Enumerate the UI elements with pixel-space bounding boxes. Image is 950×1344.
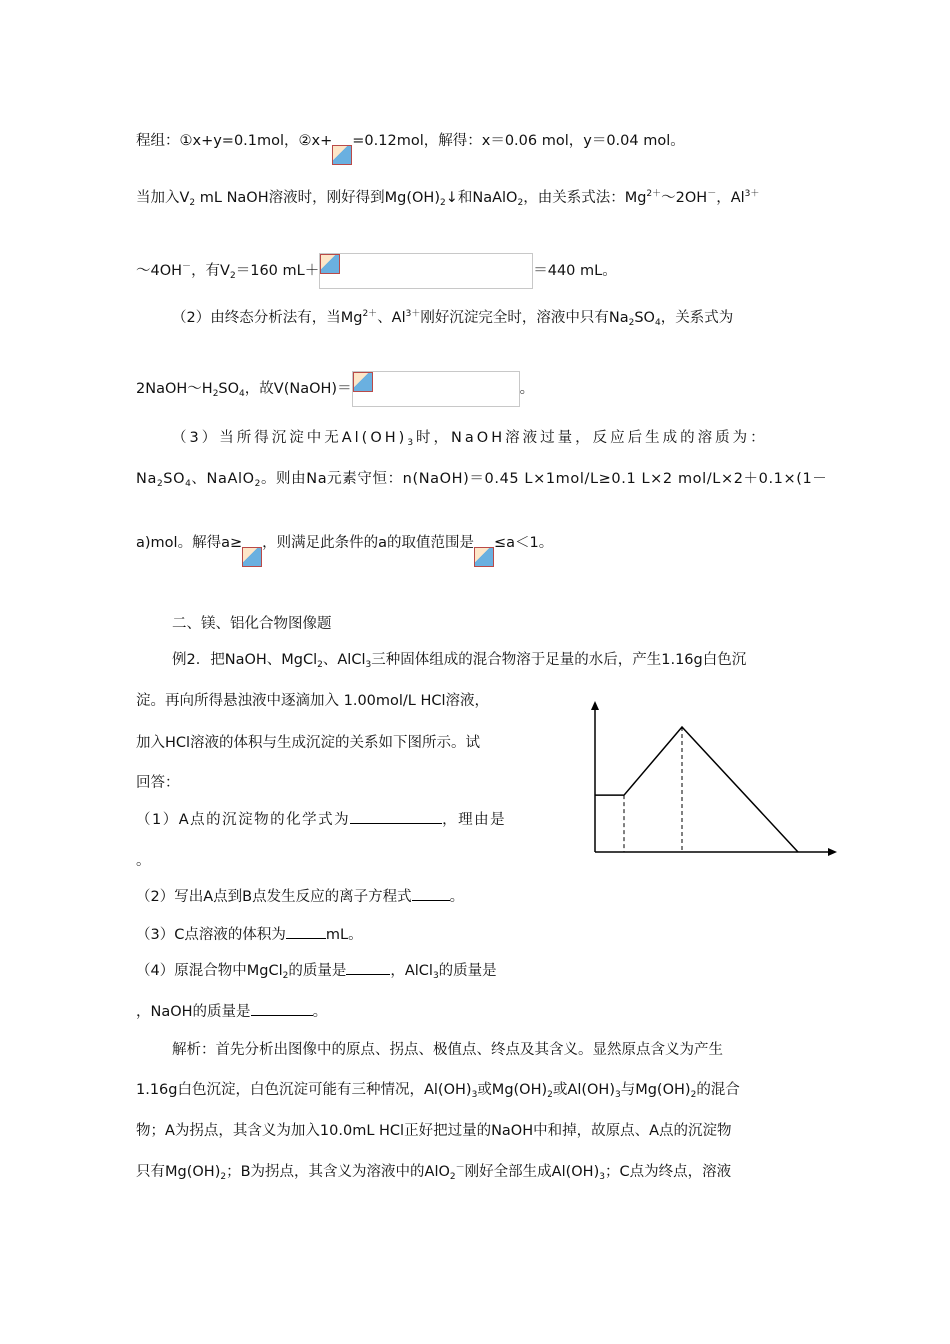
y-axis-arrow <box>591 701 599 710</box>
analysis-line-4: 只有$Mg(OH)_2$；B为拐点，其含义为溶液中的AlO$_2$－刚好全部生成$Al(OH)_3$；C点为终点，溶液 <box>136 1163 732 1182</box>
formula-image <box>319 253 533 289</box>
answer-blank[interactable] <box>251 1001 313 1016</box>
formula-image <box>474 547 494 581</box>
formula-image <box>332 145 352 179</box>
para-1: 程组：①x+y=0.1mol，②x+ =0.12mol，解得：x＝0.06 mol，y＝0.04 mol。 <box>136 131 685 179</box>
analysis-line-3: 物；A为拐点，其含义为加入10.0mL HCl正好把过量的NaOH中和掉，故原点、A点的沉淀物 <box>136 1123 732 1139</box>
para-6: （3）当所得沉淀中无$Al(OH)_3$时，NaOH溶液过量，反应后生成的溶质为： <box>172 430 768 448</box>
answer-blank[interactable] <box>286 924 326 939</box>
question-4-cont: ，NaOH的质量是 。 <box>136 1001 327 1022</box>
question-3: （3）C点溶液的体积为 mL。 <box>136 924 363 945</box>
analysis-line-1: 解析：首先分析出图像中的原点、拐点、极值点、终点及其含义。显然原点含义为产生 <box>172 1042 723 1058</box>
para-3: ～4OH－，有$V_2=160$ mL＋ ＝440 mL。 <box>136 253 617 289</box>
example-line-2: 淀。再向所得悬浊液中逐滴加入 1.00mol/L HCl溶液， <box>136 693 490 709</box>
answer-blank[interactable] <box>346 960 390 975</box>
answer-blank[interactable] <box>412 886 450 901</box>
para-8: a)mol。解得a≥ ，则满足此条件的a的取值范围是 ≤a＜1。 <box>136 533 553 581</box>
answer-blank[interactable] <box>350 809 442 824</box>
para-4: （2）由终态分析法有，当$Mg^{2+}$、$Al^{3+}$刚好沉淀完全时，溶液中只有$Na_2SO_4$，关系式为 <box>172 309 734 328</box>
formula-image <box>352 371 520 407</box>
question-1-end: 。 <box>136 853 151 869</box>
para-5: $2NaOH\sim H_2SO_4$，故V(NaOH)＝ 。 <box>136 371 534 407</box>
example-line-3: 加入HCl溶液的体积与生成沉淀的关系如下图所示。试 <box>136 735 481 751</box>
question-2: （2）写出A点到B点发生反应的离子方程式 。 <box>136 886 464 907</box>
para-2: 当加入$V_2$ mL NaOH溶液时，刚好得到$Mg(OH)_2↓$和NaAlO$_2$，由关系式法：$Mg^{2+}\sim 2OH^-$，$Al^{3+}$ <box>136 189 760 208</box>
section-heading: 二、镁、铝化合物图像题 <box>172 616 332 632</box>
analysis-line-2: 1.16g白色沉淀，白色沉淀可能有三种情况，$Al(OH)_3$或$Mg(OH)_2$或$Al(OH)_3$与$Mg(OH)_2$的混合 <box>136 1082 740 1100</box>
question-1: （1）A点的沉淀物的化学式为 ，理由是 <box>136 809 506 830</box>
series-line <box>595 727 798 852</box>
question-4: （4）原混合物中MgCl$_2$的质量是 ，AlCl$_3$的质量是 <box>136 960 497 981</box>
example-line-1: 例2．把NaOH、MgCl$_2$、AlCl$_3$三种固体组成的混合物溶于足量的水后，产生1.16g白色沉 <box>172 652 747 670</box>
example-line-4: 回答： <box>136 775 180 791</box>
precipitate-chart <box>575 695 845 865</box>
x-axis-arrow <box>828 848 837 856</box>
para-7: $Na_2SO_4$、NaAlO$_2$。则由Na元素守恒：n(NaOH)＝0.45 L×1mol/L≥0.1 L×2 mol/L×2＋0.1×(1－ <box>136 471 828 489</box>
formula-image <box>242 547 262 581</box>
